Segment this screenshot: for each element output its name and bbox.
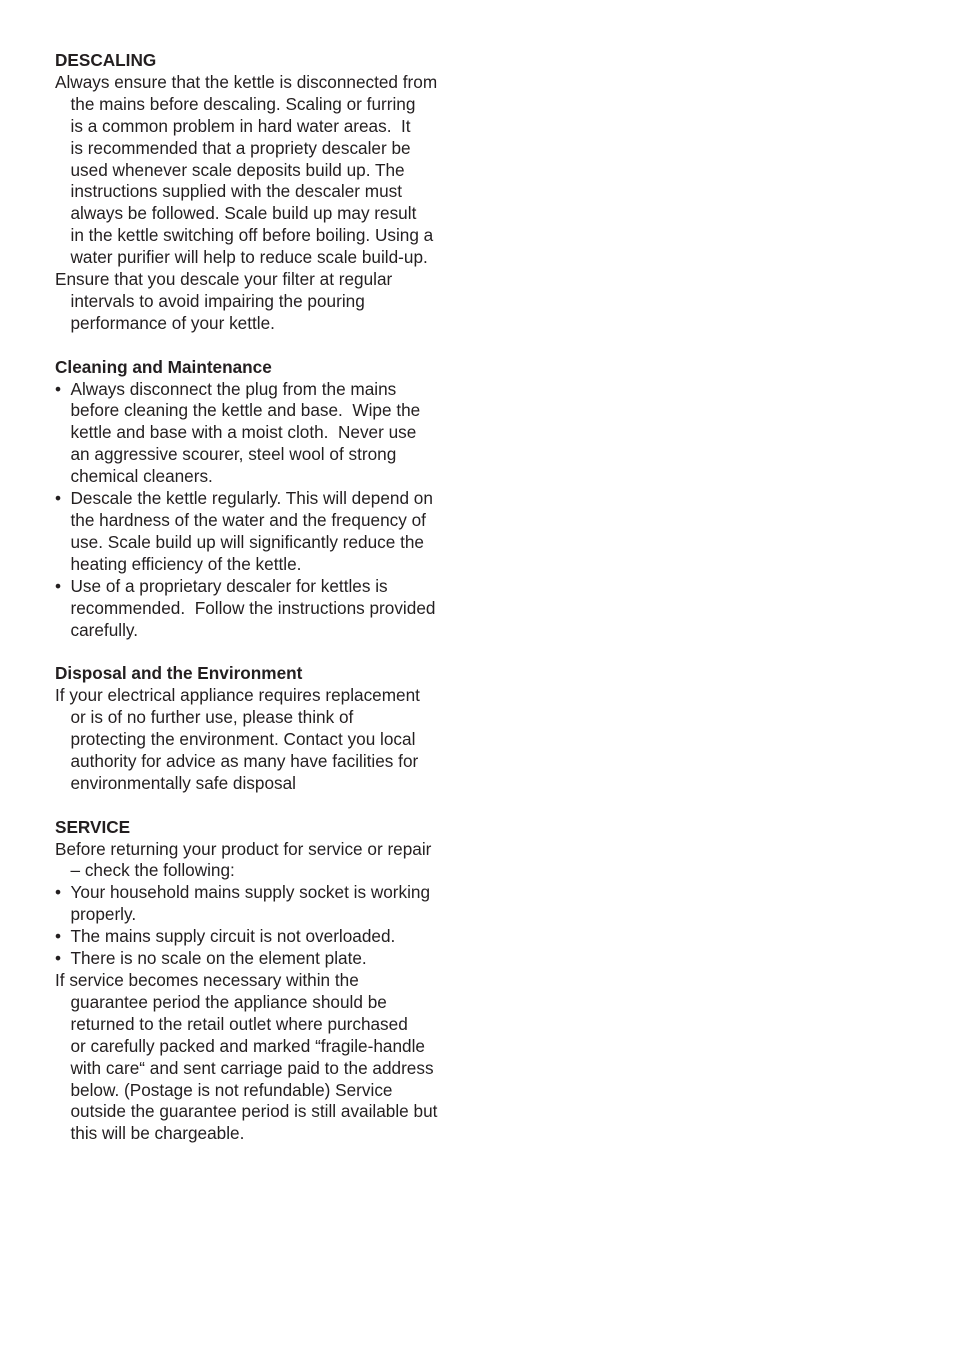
text-line: If your electrical appliance requires replacement [55,685,420,706]
text-line: guarantee period the appliance should be [70,991,387,1012]
text-line: Ensure that you descale your filter at regular [55,269,393,290]
service-heading: SERVICE [55,816,131,837]
text-line: The mains supply circuit is not overloaded. [70,926,396,947]
bullet-icon: • [55,378,62,399]
text-line: authority for advice as many have facilities for [70,750,419,771]
bullet-icon: • [55,926,62,947]
text-line: is recommended that a propriety descaler be [70,137,411,158]
text-line: There is no scale on the element plate. [70,948,367,969]
bullet-item [55,882,475,926]
text-line: carefully. [70,619,138,640]
text-line: before cleaning the kettle and base. Wipe the [70,400,421,421]
text-line: with care“ and sent carriage paid to the address [70,1057,434,1078]
text-line: use. Scale build up will significantly reduce the [70,531,424,552]
text-line: the hardness of the water and the frequency of [70,510,426,531]
cleaning-section [55,357,475,642]
text-line: in the kettle switching off before boiling. Using a [70,225,434,246]
text-line: Always ensure that the kettle is disconnected from [55,71,438,92]
service-guarantee-paragraph [55,970,475,1145]
bullet-item [55,926,475,948]
text-line: used whenever scale deposits build up. The [70,159,405,180]
text-line: chemical cleaners. [70,466,213,487]
cleaning-heading: Cleaning and Maintenance [55,356,272,377]
text-line: outside the guarantee period is still available but [70,1101,438,1122]
text-line: protecting the environment. Contact you local [70,729,416,750]
disposal-paragraph [55,685,475,795]
text-line: kettle and base with a moist cloth. Never use [70,422,417,443]
text-line: heating efficiency of the kettle. [70,553,302,574]
document-column [55,50,475,1167]
bullet-item [55,576,475,642]
descaling-section [55,50,475,335]
text-line: or carefully packed and marked “fragile-handle [70,1035,425,1056]
text-line: an aggressive scourer, steel wool of strong [70,444,397,465]
disposal-section [55,663,475,794]
text-line: always be followed. Scale build up may result [70,203,417,224]
text-line: performance of your kettle. [70,312,275,333]
text-line: Descale the kettle regularly. This will depend on [70,488,433,509]
text-line: intervals to avoid impairing the pouring [70,290,365,311]
bullet-icon: • [55,488,62,509]
text-line: or is of no further use, please think of [70,707,354,728]
text-line: returned to the retail outlet where purchased [70,1013,408,1034]
descaling-heading: DESCALING [55,50,157,70]
text-line: properly. [70,904,137,925]
bullet-icon: • [55,882,62,903]
text-line: environmentally safe disposal [70,772,296,793]
descaling-filter-paragraph [55,269,475,335]
text-line: instructions supplied with the descaler must [70,181,402,202]
disposal-heading: Disposal and the Environment [55,663,303,684]
bullet-item [55,379,475,489]
text-line: below. (Postage is not refundable) Service [70,1079,393,1100]
text-line: Use of a proprietary descaler for kettles is [70,575,388,596]
service-section [55,817,475,1146]
text-line: If service becomes necessary within the [55,970,359,991]
text-line: Always disconnect the plug from the mains [70,378,397,399]
bullet-icon: • [55,575,62,596]
bullet-icon: • [55,948,62,969]
descaling-paragraph [55,72,475,269]
bullet-item [55,488,475,576]
text-line: Your household mains supply socket is working [70,882,431,903]
text-line: is a common problem in hard water areas. It [70,115,411,136]
text-line: – check the following: [70,860,235,881]
bullet-item [55,948,475,970]
service-intro-paragraph [55,839,475,883]
text-line: Before returning your product for service or repair [55,838,432,859]
text-line: recommended. Follow the instructions provided [70,597,436,618]
text-line: the mains before descaling. Scaling or furring [70,93,416,114]
text-line: this will be chargeable. [70,1123,245,1144]
text-line: water purifier will help to reduce scale build-up. [70,247,428,268]
